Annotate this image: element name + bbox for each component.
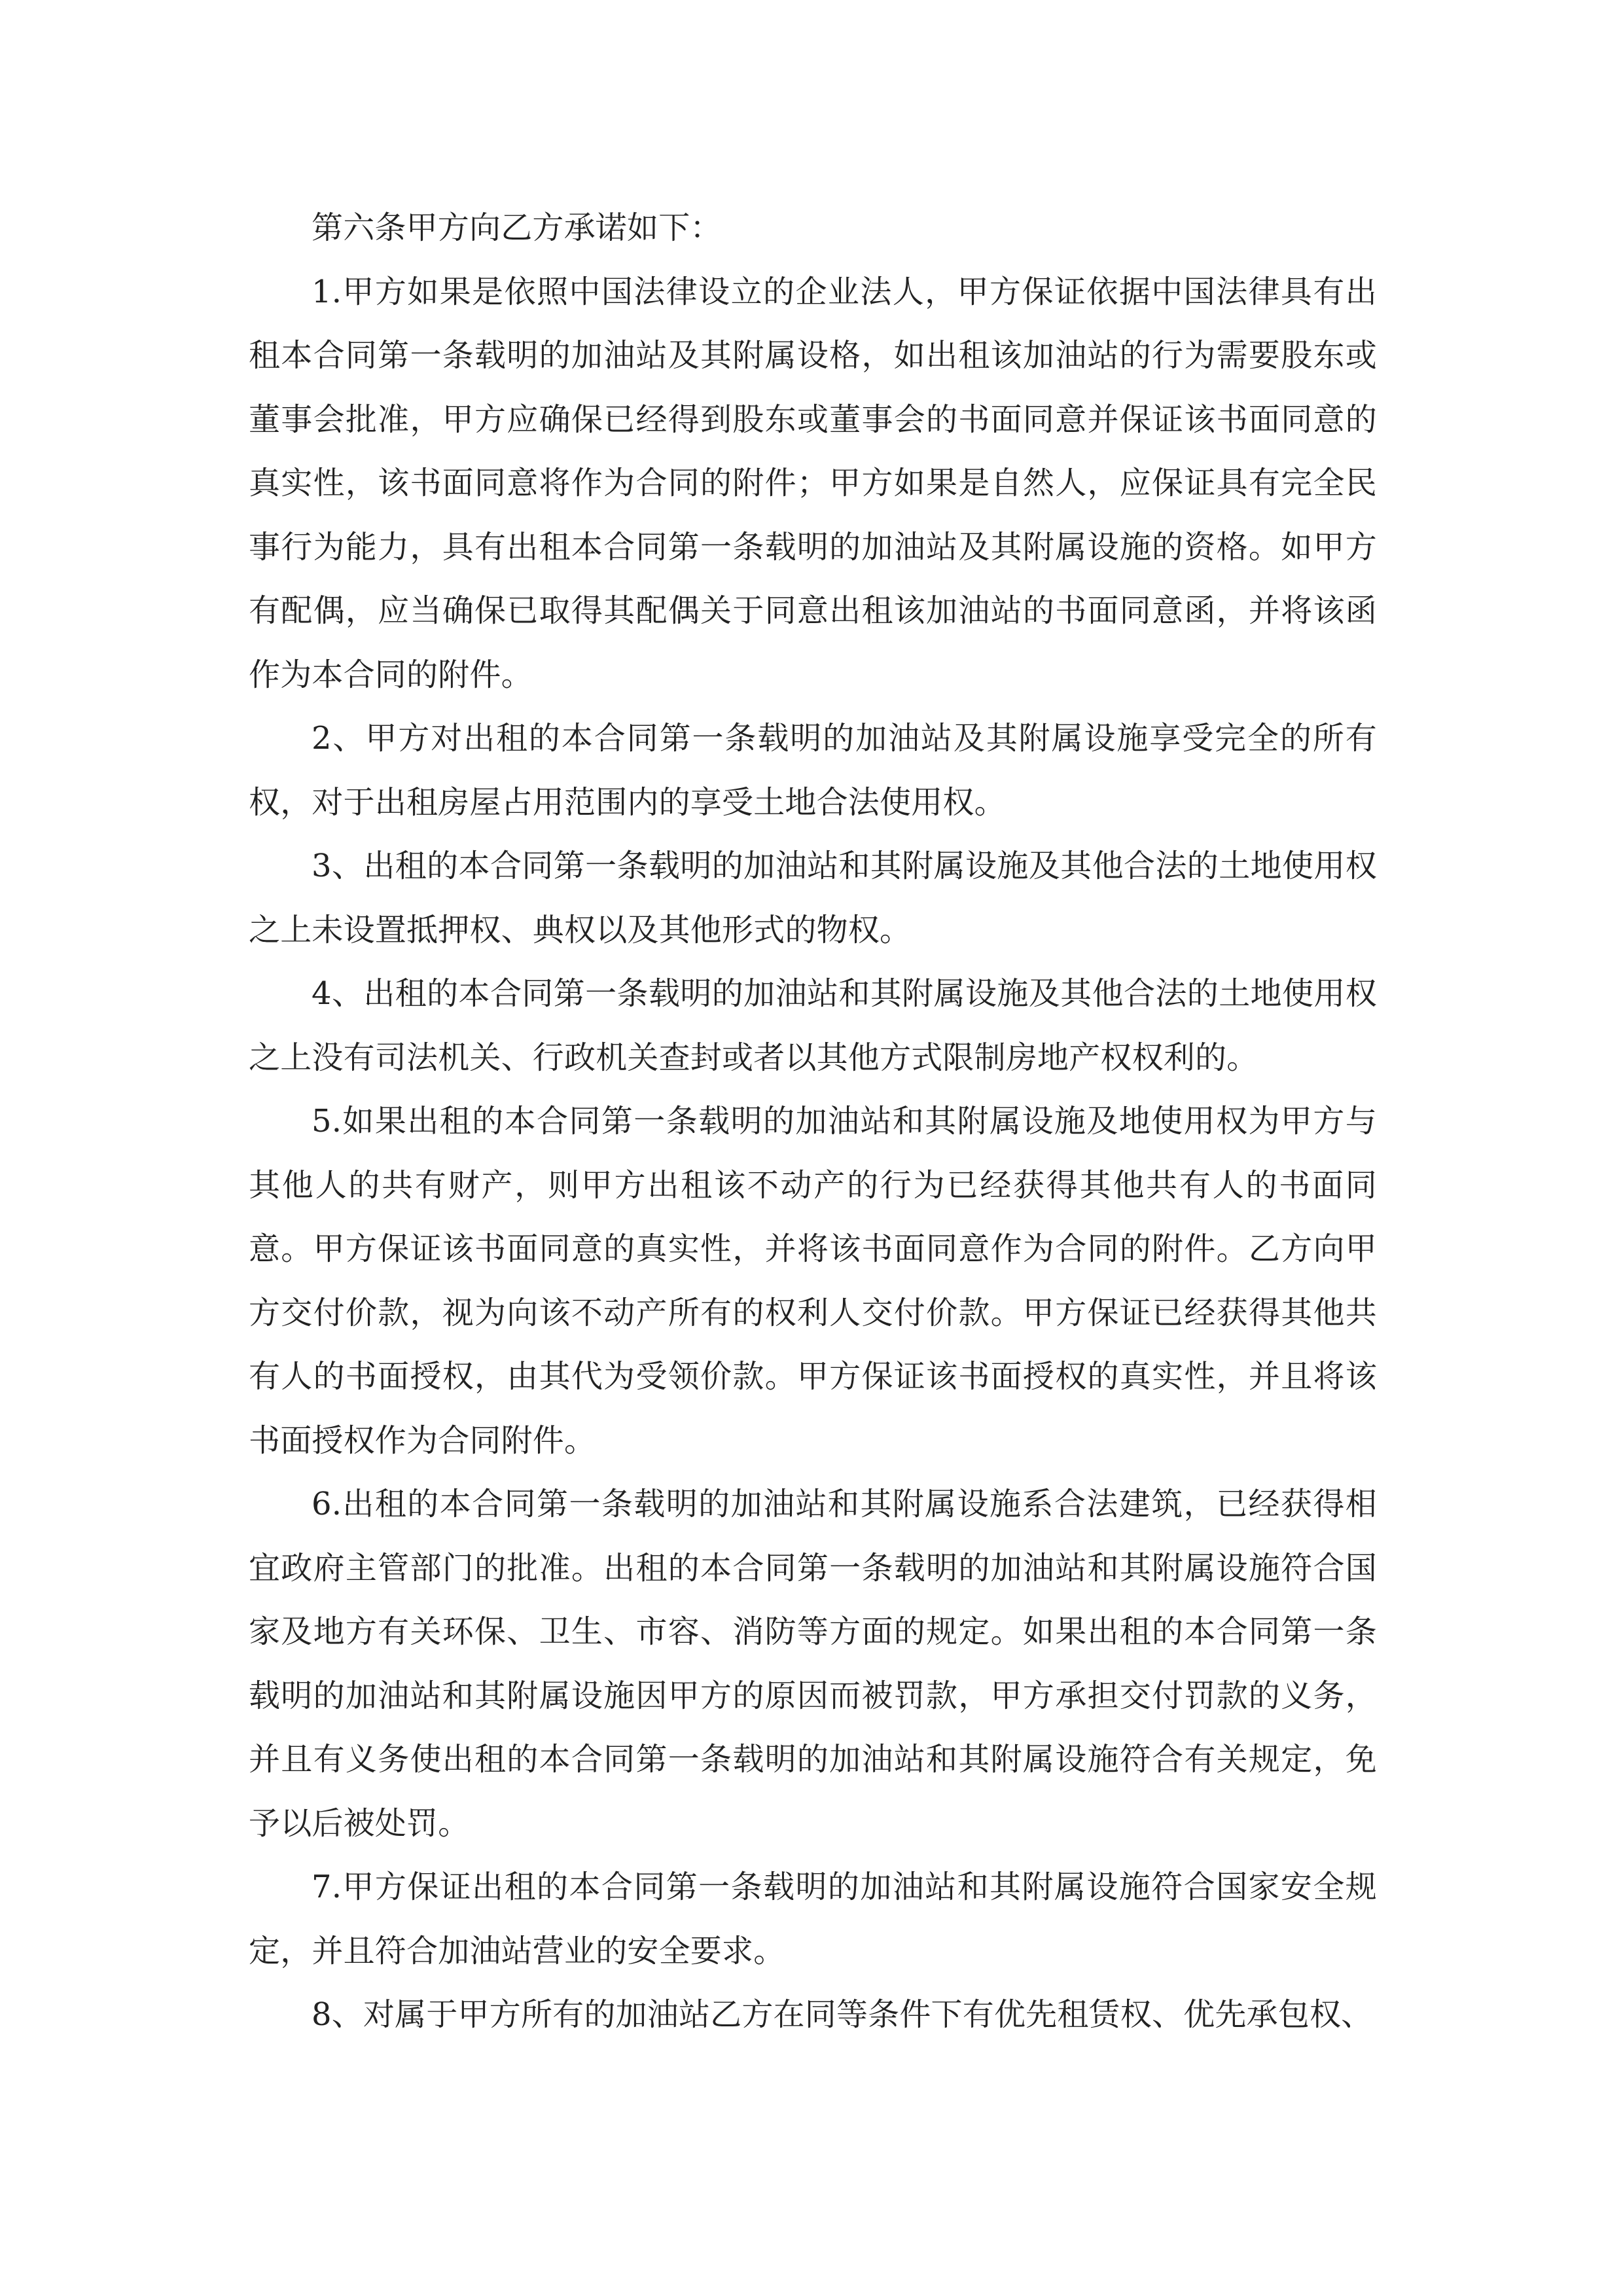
paragraph-3: 3、出租的本合同第一条载明的加油站和其附属设施及其他合法的土地使用权之上未设置抵押权、典权以及其他形式的物权。 xyxy=(249,848,1377,948)
document-body xyxy=(249,196,1377,2047)
article-heading: 第六条甲方向乙方承诺如下： xyxy=(312,209,722,246)
paragraph-7: 7.甲方保证出租的本合同第一条载明的加油站和其附属设施符合国家安全规定，并且符合加油站营业的安全要求。 xyxy=(249,1869,1377,1969)
paragraph-5: 5.如果出租的本合同第一条载明的加油站和其附属设施及地使用权为甲方与其他人的共有财产，则甲方出租该不动产的行为已经获得其他共有人的书面同意。甲方保证该书面同意的真实性，并将该书面同意作为合同的附件。乙方向甲方交付价款，视为向该不动产所有的权利人交付价款。甲方保证已经获得其他共有人的书面授权，由其代为受领价款。甲方保证该书面授权的真实性，并且将该书面授权作为合同附件。 xyxy=(249,1103,1377,1459)
paragraph-2: 2、甲方对出租的本合同第一条载明的加油站及其附属设施享受完全的所有权，对于出租房屋占用范围内的享受土地合法使用权。 xyxy=(249,720,1377,821)
paragraph-4: 4、出租的本合同第一条载明的加油站和其附属设施及其他合法的土地使用权之上没有司法机关、行政机关查封或者以其他方式限制房地产权权利的。 xyxy=(249,975,1377,1076)
paragraph-8: 8、对属于甲方所有的加油站乙方在同等条件下有优先租赁权、优先承包权、 xyxy=(312,1996,1373,2033)
paragraph-6: 6.出租的本合同第一条载明的加油站和其附属设施系合法建筑，已经获得相宜政府主管部门的批准。出租的本合同第一条载明的加油站和其附属设施符合国家及地方有关环保、卫生、市容、消防等方面的规定。如果出租的本合同第一条载明的加油站和其附属设施因甲方的原因而被罚款，甲方承担交付罚款的义务，并且有义务使出租的本合同第一条载明的加油站和其附属设施符合有关规定，免予以后被处罚。 xyxy=(249,1486,1377,1842)
paragraph-1: 1.甲方如果是依照中国法律设立的企业法人，甲方保证依据中国法律具有出租本合同第一条载明的加油站及其附属设格，如出租该加油站的行为需要股东或董事会批准，甲方应确保已经得到股东或董事会的书面同意并保证该书面同意的真实性，该书面同意将作为合同的附件；甲方如果是自然人，应保证具有完全民事行为能力，具有出租本合同第一条载明的加油站及其附属设施的资格。如甲方有配偶，应当确保已取得其配偶关于同意出租该加油站的书面同意函，并将该函作为本合同的附件。 xyxy=(249,273,1377,693)
